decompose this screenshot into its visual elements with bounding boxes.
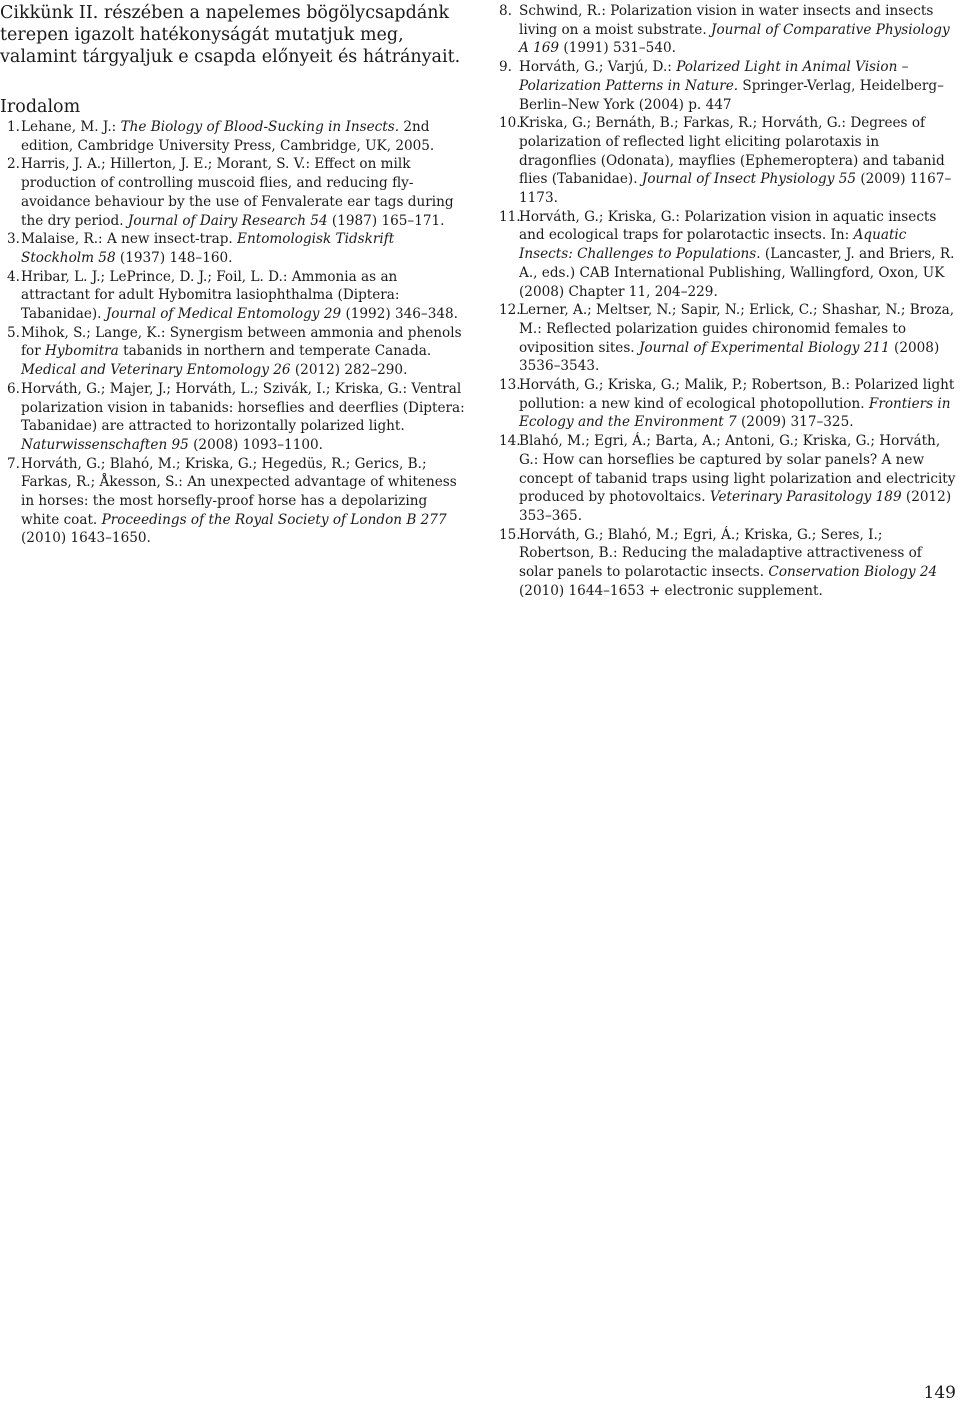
reference-text: Harris, J. A.; Hillerton, J. E.; Morant, S. V.: Effect on milk production of controlling muscoid flies, and reducing fly-avoidance behaviour by the use of Fenvalerate ear tags during the dry period. xyxy=(21,156,454,229)
right-column xyxy=(498,0,960,601)
reference-text: Schwind, R.: Polarization vision in water insects and insects living on a moist substrate. xyxy=(519,3,934,38)
reference-italic-text: Journal of Insect Physiology 55 xyxy=(641,171,857,188)
reference-text: (2008) 1093–1100. xyxy=(188,436,323,453)
page-number: 149 xyxy=(923,1383,956,1403)
reference-italic-text: Medical and Veterinary Entomology 26 xyxy=(21,362,291,379)
reference-number: 14. xyxy=(499,433,521,450)
reference-italic-text: Aquatic Insects: Challenges to Populations. xyxy=(519,227,907,263)
reference-number: 4. xyxy=(7,268,20,285)
reference-text: Horváth, G.; Varjú, D.: xyxy=(519,59,677,76)
reference-italic-text: Veterinary Parasitology 189 xyxy=(709,489,902,506)
reference-list-left xyxy=(0,118,468,548)
reference-item xyxy=(0,118,468,155)
reference-text: Lerner, A.; Meltser, N.; Sapir, N.; Erlick, C.; Shashar, N.; Broza, M.: Reflected polarization guides chironomid females to oviposition sites. xyxy=(519,302,955,356)
reference-italic-text: Journal of Dairy Research 54 xyxy=(127,212,328,229)
reference-text: (1991) 531–540. xyxy=(559,40,676,57)
reference-item xyxy=(498,526,960,601)
reference-italic-text: The Biology of Blood-Sucking in Insects. xyxy=(120,119,400,135)
reference-item xyxy=(498,301,960,376)
reference-italic-text: Journal of Medical Entomology 29 xyxy=(105,306,342,323)
reference-number: 9. xyxy=(499,59,512,76)
reference-item xyxy=(0,324,468,380)
reference-text: (1992) 346–348. xyxy=(341,306,458,323)
reference-number: 13. xyxy=(499,377,521,394)
reference-italic-text: Hybomitra xyxy=(45,343,119,360)
reference-item xyxy=(0,155,468,230)
reference-item xyxy=(498,208,960,302)
reference-italic-text: Polarized Light in Animal Vision – Polarization Patterns in Nature. xyxy=(519,59,909,94)
reference-number: 11. xyxy=(499,208,521,225)
reference-italic-text: Frontiers in Ecology and the Environment 7 xyxy=(519,395,951,431)
reference-text: Blahó, M.; Egri, Á.; Barta, A.; Antoni, G.; Kriska, G.; Horváth, G.: How can horseflies be captured by solar panels? A new concept of tabanid traps using light polarization and electricity produced by photovoltaics. xyxy=(519,433,956,506)
reference-text: Horváth, G.; Majer, J.; Horváth, L.; Szivák, I.; Kriska, G.: Ventral polarization vision in tabanids: horseflies and deerflies (Diptera: Tabanidae) are attracted to horizontally polarized light. xyxy=(21,380,465,435)
reference-number: 5. xyxy=(7,324,20,341)
reference-italic-text: Journal of Experimental Biology 211 xyxy=(638,339,890,356)
reference-text: tabanids in northern and temperate Canada. xyxy=(118,343,432,360)
reference-item xyxy=(0,230,468,267)
reference-text: (Lancaster, J. and Briers, R. A., eds.) CAB International Publishing, Wallingford, Oxon, UK (2008) Chapter 11, 204–229. xyxy=(519,246,955,300)
reference-text: (2008) 3536–3543. xyxy=(519,339,940,375)
reference-number: 1. xyxy=(7,119,20,135)
reference-italic-text: Journal of Comparative Physiology A 169 xyxy=(519,21,950,57)
reference-text: (2009) 317–325. xyxy=(736,414,854,431)
reference-number: 15. xyxy=(499,526,521,543)
left-column xyxy=(0,0,468,548)
reference-text: 2nd edition, Cambridge University Press, Cambridge, UK, 2005. xyxy=(21,119,435,154)
reference-text: (1987) 165–171. xyxy=(327,212,445,229)
reference-number: 8. xyxy=(499,3,512,19)
reference-text: Mihok, S.; Lange, K.: Synergism between ammonia and phenols for xyxy=(21,324,462,360)
reference-text: Hribar, L. J.; LePrince, D. J.; Foil, L. D.: Ammonia as an attractant for adult Hybomitra lasiophthalma (Diptera: Tabanidae). xyxy=(21,268,400,323)
reference-number: 12. xyxy=(499,302,521,319)
reference-item xyxy=(0,455,468,549)
references-heading: Irodalom xyxy=(0,97,81,117)
reference-text: (2012) 282–290. xyxy=(290,362,408,379)
reference-item xyxy=(498,432,960,526)
reference-number: 3. xyxy=(7,231,20,248)
reference-text: Horváth, G.; Blahó, M.; Kriska, G.; Hegedüs, R.; Gerics, B.; Farkas, R.; Åkesson, S.: An unexpected advantage of whiteness in horses: the most horsefly-proof horse has a depolarizing white coat. xyxy=(21,455,457,528)
reference-item xyxy=(498,376,960,432)
reference-number: 10. xyxy=(499,115,521,132)
reference-text: (1937) 148–160. xyxy=(115,249,233,266)
reference-item xyxy=(498,58,960,114)
reference-number: 6. xyxy=(7,380,20,397)
reference-text: Malaise, R.: A new insect-trap. xyxy=(21,231,238,248)
reference-text: (2009) 1167–1173. xyxy=(519,171,952,207)
reference-text: Horváth, G.; Kriska, G.: Polarization vision in aquatic insects and ecological traps for polarotactic insects. In: xyxy=(519,208,937,244)
reference-text: Kriska, G.; Bernáth, B.; Farkas, R.; Horváth, G.: Degrees of polarization of reflected light eliciting polarotaxis in dragonflies (Odonata), mayflies (Ephemeroptera) and tabanid flies (Tabanidae). xyxy=(519,115,945,188)
reference-number: 7. xyxy=(7,455,20,472)
reference-number: 2. xyxy=(7,156,20,173)
reference-italic-text: Entomologisk Tidskrift Stockholm 58 xyxy=(21,231,395,266)
reference-text: Horváth, G.; Kriska, G.; Malik, P.; Robertson, B.: Polarized light pollution: a new kind of ecological photopollution. xyxy=(519,377,955,412)
reference-text: Lehane, M. J.: xyxy=(21,119,121,135)
reference-list-right xyxy=(498,2,960,601)
reference-text: (2012) 353–365. xyxy=(519,489,952,524)
reference-item xyxy=(498,2,960,58)
reference-text: Springer-Verlag, Heidelberg–Berlin–New York (2004) p. 447 xyxy=(519,77,944,113)
reference-text: Horváth, G.; Blahó, M.; Egri, Á.; Kriska, G.; Seres, I.; Robertson, B.: Reducing the maladaptive attractiveness of solar panels to polarotactic insects. xyxy=(519,526,922,581)
intro-paragraph: Cikkünk II. részében a napelemes bögölycsapdánk terepen igazolt hatékonyságát mutatjuk meg, valamint tárgyaljuk e csapda előnyeit és hátrányait. xyxy=(0,3,461,67)
reference-text: (2010) 1644–1653 + electronic supplement. xyxy=(519,582,823,599)
reference-italic-text: Conservation Biology 24 xyxy=(768,564,938,581)
reference-italic-text: Naturwissenschaften 95 xyxy=(21,436,189,453)
reference-italic-text: Proceedings of the Royal Society of London B 277 xyxy=(101,511,447,528)
reference-text: (2010) 1643–1650. xyxy=(21,530,151,547)
reference-item xyxy=(0,268,468,324)
reference-item xyxy=(498,114,960,208)
reference-item xyxy=(0,380,468,455)
